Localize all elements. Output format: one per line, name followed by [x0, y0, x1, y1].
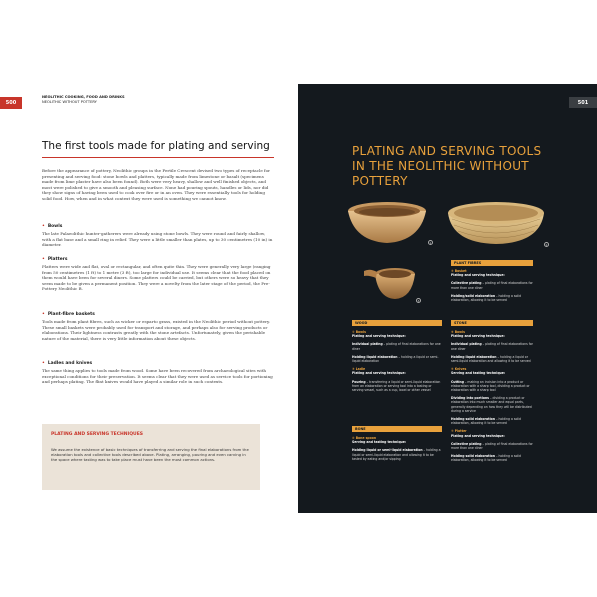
bone-column [352, 436, 444, 465]
section-heading-ladles: • Ladles and knives [42, 361, 93, 366]
bullet-icon: • [42, 224, 45, 229]
page-number-right: 501 [569, 97, 597, 108]
wood-bowls-item-2: Holding liquid elaboration – holding a liquid or semi-liquid elaboration [352, 354, 439, 364]
photo-number-1-icon: 1 [429, 240, 432, 245]
platter-item-1: Collective plating – plating of final elaborations for more than one diner [451, 441, 533, 451]
wood-tag: WOOD [352, 320, 442, 326]
bone-spoon-label: ④ Bone spoon [352, 436, 377, 440]
section-text-platters: Platters were wide and flat, oval or rectangular, and often quite thin. They were generally very large (ranging from 50 centimetres (1 ft) to 1 metre (3 ft), too large for individual use. It seems clear that the food placed on them would have been for several diners. Some platters could be carried, but others were so heavy that they seem made to be given a permanent position. They were a novelty from the later stage of the period, the Pre-Pottery Neolithic B. [42, 264, 271, 292]
techniques-note-box [42, 424, 260, 490]
section-text-ladles: The same thing applies to tools made from wood. Some have been recovered from archaeological sites with exceptional conditions for their preservation. It seems clear that they were used as service tools for portioning and perhaps plating. The flint knives would have played a similar role in such contexts. [42, 368, 273, 385]
stone-tag: STONE [451, 320, 533, 326]
section-heading-platters: • Platters [42, 257, 68, 262]
knives-item-1: Cutting – making an incision into a product or elaboration with a sharp tool, dividing a product or elaboration with a sharp tool [451, 379, 530, 393]
platter-label: ⑦ Platter [451, 429, 467, 434]
bone-spoon-item-1: Holding liquid or semi-liquid elaboration – holding a liquid or semi-liquid elaboration and allowing it to be tasted by eating and/or sipping [352, 448, 441, 461]
knives-technique-heading: Serving and tasting technique: [451, 371, 506, 376]
wood-bowls-technique-heading: Plating and serving technique: [352, 334, 406, 339]
knives-item-2: Dividing into portions – dividing a product or elaboration into much smaller and equal parts, generally depending on how they will be distributed during a service [451, 396, 532, 413]
stone-bowls-technique-heading: Plating and serving technique: [451, 334, 505, 339]
stone-bowls-item-2: Holding liquid elaboration – holding a liquid or semi-liquid elaboration and allowing it to be served [451, 354, 531, 364]
left-page [0, 0, 298, 597]
bullet-icon: • [42, 257, 45, 262]
ladle-item-1: Pouring – transferring a liquid or semi-liquid elaboration from an elaboration or serving tool into a tasting or serving vessel, such as a cup, bowl or other vessel [352, 379, 441, 393]
ladle-label: ③ Ladle [352, 367, 366, 372]
wood-bowls-label: ① Bowls [352, 330, 366, 334]
ladle-technique-heading: Plating and serving technique: [352, 371, 406, 376]
knives-item-3: Holding solid elaboration – holding a solid elaboration, allowing it to be served [451, 417, 522, 426]
note-text: We assume the existence of basic techniques of transferring and serving the final elaborations from the elaboration tools and collective tools described above. Plating, arranging, pouring and even carving in the space where tasting was to take place must have been the most common actions. [51, 447, 249, 463]
section-heading-baskets: • Plant-fibre baskets [42, 312, 95, 317]
intro-paragraph: Before the appearance of pottery, Neolithic groups in the Fertile Crescent devised two types of receptacle for presenting and serving food: stone bowls and platters, typically made from limestone or basalt (specimens made from lime plaster have also been found). Both were very heavy, shallow and well finished objects, and most were polished to give a smooth and pleasing surface. None had pouring spouts, handles or lids, nor did they show signs of having been used to cook over fire or in an oven. They were essentially tools for holding solid food. How, when and in what context they were used is something we cannot know. [42, 168, 270, 201]
running-head-chapter: NEOLITHIC COOKING, FOOD AND DRINKS [42, 95, 125, 99]
photo-number-2-icon: 2 [545, 242, 548, 247]
bullet-icon: • [42, 312, 45, 317]
stone-bowls-item-1: Individual plating – plating of final elaborations for one diner [451, 342, 533, 351]
section-heading-bowls: • Bowls [42, 224, 63, 229]
section-text-bowls: The late Palaeolithic hunter-gatherers were already using stone bowls. They were round and fairly shallow, with a flat base and a small ring in relief. They were a little smaller than plates, up to 30 centimetres (10 in) in diameter. [42, 231, 273, 248]
stone-column [451, 330, 535, 467]
basket-image [446, 199, 546, 245]
bullet-icon: • [42, 361, 45, 366]
platter-technique-heading: Plating and serving technique: [451, 433, 505, 438]
wooden-bowl-image [346, 199, 428, 245]
photo-number-3-icon: 3 [417, 298, 420, 303]
bone-spoon-technique-heading: Serving and tasting technique: [352, 440, 407, 445]
plant-fibres-tag: PLANT FIBRES [451, 260, 533, 266]
basket-item-1: Collective plating – plating of final elaborations for more than one diner [451, 281, 533, 290]
basket-item-2: Holding/solid elaboration – holding a solid elaboration, allowing it to be served [451, 293, 522, 303]
bone-tag: BONE [352, 426, 442, 432]
note-title: PLATING AND SERVING TECHNIQUES [51, 432, 144, 437]
platter-item-2: Holding solid elaboration – holding a solid elaboration, allowing it to be served [451, 454, 522, 463]
right-page [298, 84, 597, 513]
running-head-section: NEOLITHIC WITHOUT POTTERY [42, 100, 97, 104]
page-title: The first tools made for plating and serving [42, 140, 270, 152]
section-text-baskets: Tools made from plant fibres, such as wicker or esparto grass, existed in the Neolithic period without pottery. These small baskets were probably used for transport and storage, and perhaps also for serving products or elaborations. Their lightness contrasts greatly with the stone artefacts. Unfortunately, given the perishable nature of the material, there is very little information about these objects. [42, 319, 271, 341]
running-head [42, 95, 125, 105]
title-divider [42, 157, 274, 158]
basket-technique-heading: Plating and serving technique: [451, 273, 505, 278]
page-number-left: 500 [0, 97, 22, 109]
wooden-ladle-image [362, 262, 418, 302]
wood-column [352, 330, 444, 396]
wood-bowls-item-1: Individual plating – plating of final elaborations for one diner [352, 342, 441, 351]
stone-bowls-label: ⑤ Bowls [451, 330, 465, 334]
knives-label: ⑥ Knives [451, 367, 467, 372]
right-page-title: PLATING AND SERVING TOOLS IN THE NEOLITHIC WITHOUT POTTERY [352, 144, 542, 188]
basket-label: ② Basket [451, 269, 467, 273]
plant-fibres-column [451, 269, 535, 306]
